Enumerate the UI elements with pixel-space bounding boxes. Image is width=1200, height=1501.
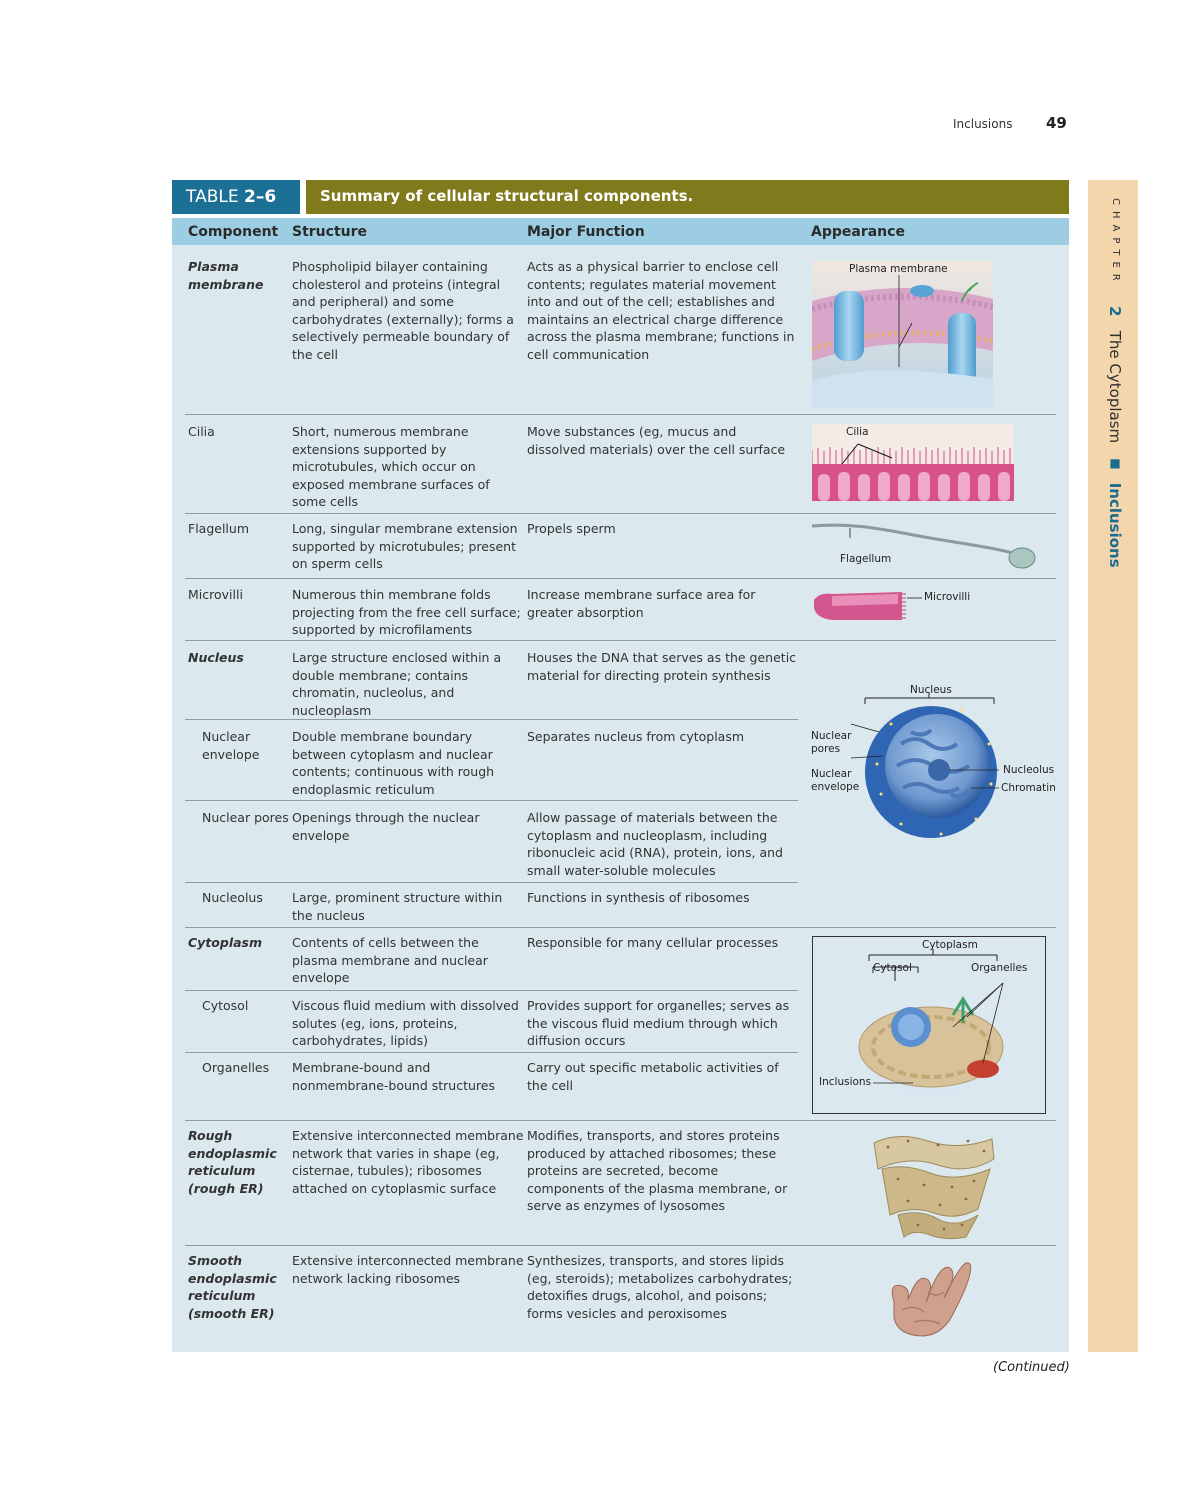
row-divider bbox=[185, 990, 798, 991]
component-cell: Cytoplasm bbox=[188, 935, 263, 950]
table-label-number: 2–6 bbox=[243, 187, 277, 207]
structure-cell: Extensive interconnected membrane network that varies in shape (eg, cisternae, tubules); ribosomes attached on cytoplasmic surface bbox=[292, 1128, 524, 1196]
rough-er-image bbox=[868, 1129, 998, 1241]
summary-table bbox=[172, 218, 1069, 1352]
structure-cell: Openings through the nuclear envelope bbox=[292, 810, 480, 843]
nucleus-illustration bbox=[811, 684, 1066, 844]
plasma-membrane-illustration bbox=[812, 261, 993, 408]
plasma-membrane-image bbox=[812, 261, 993, 408]
function-cell: Separates nucleus from cytoplasm bbox=[527, 729, 745, 744]
page-number: 49 bbox=[1046, 114, 1067, 132]
row-divider bbox=[185, 578, 1056, 579]
chapter-title: The Cytoplasm bbox=[1106, 330, 1124, 444]
structure-cell: Contents of cells between the plasma membrane and nuclear envelope bbox=[292, 935, 488, 986]
smooth-er-illustration bbox=[884, 1252, 974, 1342]
table-label bbox=[172, 180, 300, 214]
function-cell: Move substances (eg, mucus and dissolved materials) over the cell surface bbox=[527, 424, 786, 457]
structure-cell: Viscous fluid medium with dissolved solutes (eg, ions, proteins, carbohydrates, lipids) bbox=[292, 998, 519, 1049]
function-cell: Increase membrane surface area for greater absorption bbox=[527, 587, 756, 620]
flagellum-illustration bbox=[812, 520, 1037, 572]
component-cell: Nucleus bbox=[188, 650, 244, 665]
structure-cell: Long, singular membrane extension supported by microtubules; present on sperm cells bbox=[292, 521, 518, 572]
structure-cell: Short, numerous membrane extensions supported by microtubules, which occur on exposed membrane surfaces of some cells bbox=[292, 424, 490, 510]
nucleus-label: Nucleus bbox=[910, 684, 952, 696]
structure-cell: Extensive interconnected membrane network lacking ribosomes bbox=[292, 1253, 524, 1286]
structure-cell: Numerous thin membrane folds projecting from the free cell surface; supported by microfilaments bbox=[292, 587, 521, 638]
chromatin-label: Chromatin bbox=[1001, 782, 1056, 794]
rough-er-illustration bbox=[868, 1129, 998, 1241]
table-caption: Summary of cellular structural components. bbox=[306, 180, 1069, 214]
inclusions-label: Inclusions bbox=[819, 1076, 872, 1088]
function-cell: Houses the DNA that serves as the genetic material for directing protein synthesis bbox=[527, 650, 797, 683]
running-head-section: Inclusions bbox=[953, 117, 1013, 131]
row-divider bbox=[185, 719, 798, 720]
structure-cell: Double membrane boundary between cytoplasm and nuclear contents; continuous with rough endoplasmic reticulum bbox=[292, 729, 495, 797]
function-cell: Provides support for organelles; serves as the viscous fluid medium through which diffusion occurs bbox=[527, 998, 790, 1049]
continued-note bbox=[993, 1360, 1070, 1375]
function-cell: Modifies, transports, and stores proteins produced by attached ribosomes; these proteins are secreted, become components of the plasma membrane, or serve as enzymes of lysosomes bbox=[527, 1128, 788, 1214]
structure-cell: Large structure enclosed within a double membrane; contains chromatin, nucleolus, and nucleoplasm bbox=[292, 650, 502, 718]
component-cell: Nuclear pores bbox=[202, 810, 289, 825]
chapter-word: CHAPTER bbox=[1110, 198, 1121, 287]
table-title-bar bbox=[172, 180, 1069, 214]
organelles-label: Organelles bbox=[971, 962, 1028, 974]
component-cell: Plasma membrane bbox=[188, 259, 264, 292]
row-divider bbox=[185, 1120, 1056, 1121]
table-header-row bbox=[172, 218, 1069, 245]
microvilli-illustration bbox=[812, 586, 992, 626]
function-cell: Carry out specific metabolic activities of the cell bbox=[527, 1060, 779, 1093]
component-cell: Flagellum bbox=[188, 521, 249, 536]
smooth-er-image bbox=[884, 1252, 974, 1342]
row-divider bbox=[185, 1052, 798, 1053]
chapter-side-tab bbox=[1088, 180, 1138, 1352]
chapter-section: Inclusions bbox=[1106, 482, 1124, 568]
nucleolus-label: Nucleolus bbox=[1003, 764, 1055, 776]
function-cell: Synthesizes, transports, and stores lipids (eg, steroids); metabolizes carbohydrates; detoxifies drugs, alcohol, and poisons; forms vesicles and peroxisomes bbox=[527, 1253, 793, 1321]
component-cell: Organelles bbox=[202, 1060, 270, 1075]
cilia-image bbox=[812, 424, 1014, 501]
function-cell: Acts as a physical barrier to enclose cell contents; regulates material movement into and out of the cell; establishes and maintains an electrical charge difference across the plasma membrane; functions in cell communication bbox=[527, 259, 795, 362]
component-cell: Smooth endoplasmic reticulum (smooth ER) bbox=[188, 1253, 277, 1321]
nuclear-pores-label: Nuclear pores bbox=[811, 730, 852, 755]
function-cell: Allow passage of materials between the cytoplasm and nucleoplasm, including ribonucleic acid (RNA), protein, ions, and small water-soluble molecules bbox=[527, 810, 783, 878]
chapter-number: 2 bbox=[1106, 305, 1124, 316]
cilia-illustration bbox=[812, 424, 1014, 501]
running-head bbox=[0, 115, 1200, 135]
header-appearance: Appearance bbox=[811, 224, 905, 240]
nuclear-envelope-label: Nuclear envelope bbox=[811, 768, 860, 793]
component-cell: Microvilli bbox=[188, 587, 243, 602]
cytoplasm-illustration bbox=[812, 936, 1046, 1114]
function-cell: Propels sperm bbox=[527, 521, 616, 536]
row-divider bbox=[185, 927, 1056, 928]
plasma-membrane-label: Plasma membrane bbox=[849, 263, 948, 275]
microvilli-label: Microvilli bbox=[924, 591, 971, 603]
header-structure: Structure bbox=[292, 224, 368, 240]
component-cell: Cytosol bbox=[202, 998, 249, 1013]
continued-text: (Continued) bbox=[993, 1360, 1070, 1375]
row-divider bbox=[185, 640, 1056, 641]
row-divider bbox=[185, 800, 798, 801]
cilia-label: Cilia bbox=[846, 426, 869, 438]
cytosol-label: Cytosol bbox=[873, 962, 912, 974]
table-label-prefix: TABLE bbox=[186, 187, 239, 207]
function-cell: Functions in synthesis of ribosomes bbox=[527, 890, 750, 905]
component-cell: Rough endoplasmic reticulum (rough ER) bbox=[188, 1128, 277, 1196]
header-function: Major Function bbox=[527, 224, 645, 240]
row-divider bbox=[185, 513, 1056, 514]
cytoplasm-label: Cytoplasm bbox=[922, 939, 978, 951]
row-divider bbox=[185, 414, 1056, 415]
row-divider bbox=[185, 1245, 1056, 1246]
structure-cell: Membrane-bound and nonmembrane-bound structures bbox=[292, 1060, 495, 1093]
row-divider bbox=[185, 882, 798, 883]
component-cell: Nuclear envelope bbox=[202, 729, 260, 762]
component-cell: Cilia bbox=[188, 424, 215, 439]
structure-cell: Large, prominent structure within the nucleus bbox=[292, 890, 503, 923]
flagellum-label: Flagellum bbox=[840, 553, 892, 565]
header-component: Component bbox=[188, 224, 279, 240]
chapter-bullet: ■ bbox=[1108, 455, 1122, 470]
component-cell: Nucleolus bbox=[202, 890, 263, 905]
function-cell: Responsible for many cellular processes bbox=[527, 935, 779, 950]
structure-cell: Phospholipid bilayer containing cholesterol and proteins (integral and peripheral) and some carbohydrates (externally); forms a selectively permeable boundary of the cell bbox=[292, 259, 514, 362]
